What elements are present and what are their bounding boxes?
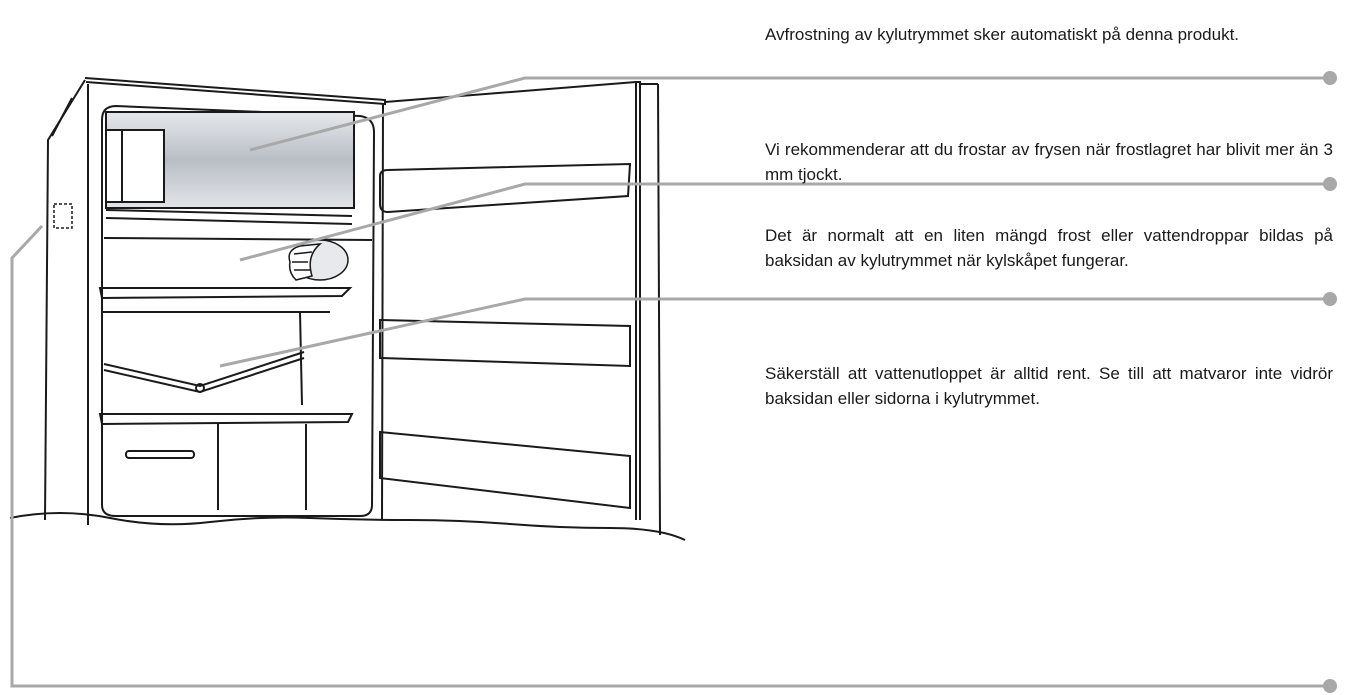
freezer-compartment xyxy=(106,112,354,224)
note-water-outlet: Säkerställ att vattenutloppet är alltid rent. Se till att matvaror inte vidrör baksidan eller sidorna i kylutrymmet. xyxy=(765,364,1333,408)
side-indicator xyxy=(54,204,72,228)
bottom-wave xyxy=(10,513,685,540)
note-frost-normal: Det är normalt att en liten mängd frost eller vattendroppar bildas på baksidan av kylutrymmet när kylskåpet fungerar. xyxy=(765,226,1333,270)
note-auto-defrost: Avfrostning av kylutrymmet sker automatiskt på denna produkt. xyxy=(765,25,1240,44)
fridge-door xyxy=(380,82,660,535)
note-freezer-defrost: Vi rekommenderar att du frostar av frysen när frostlagret har blivit mer än 3 mm tjockt. xyxy=(765,140,1333,184)
